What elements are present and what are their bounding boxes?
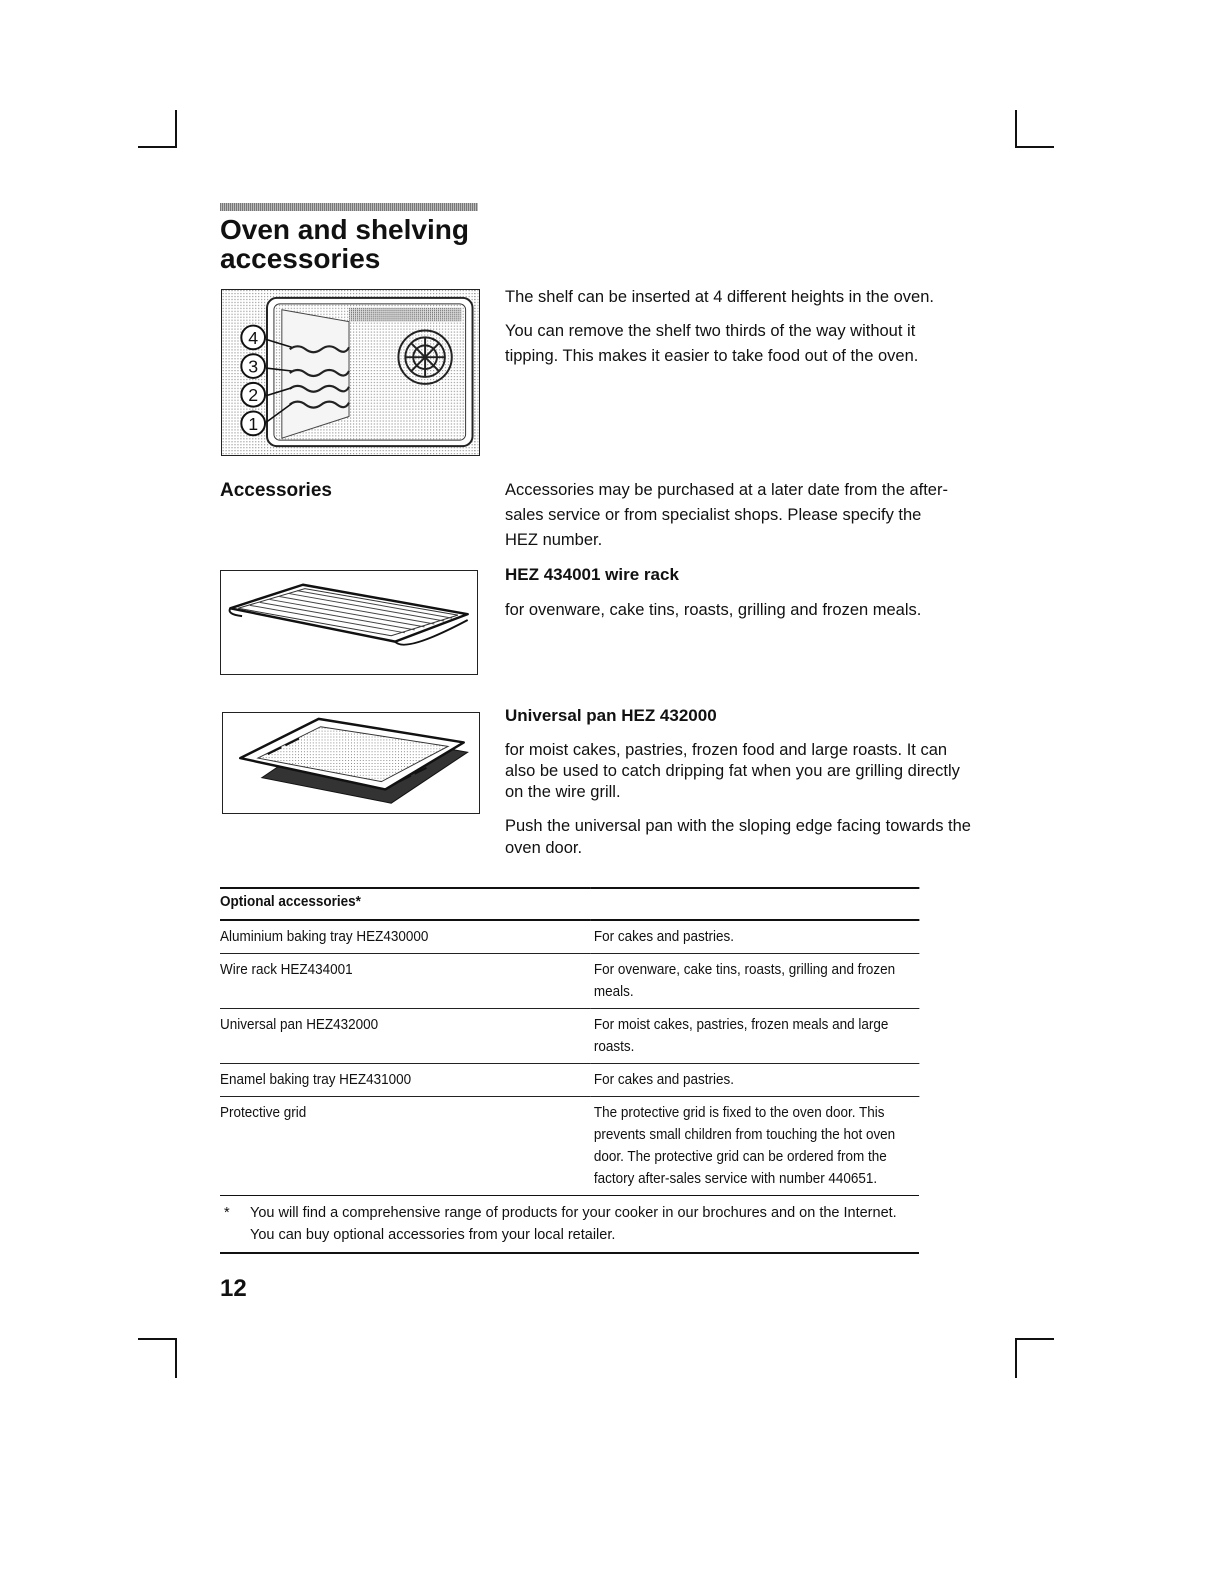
universal-pan-instruction: Push the universal pan with the sloping edge facing towards the oven door. xyxy=(505,817,971,857)
oven-illustration xyxy=(222,290,479,455)
wire-rack-illustration xyxy=(221,571,477,674)
optional-accessories-table xyxy=(220,887,919,1195)
optional-accessories-footnote xyxy=(220,1195,919,1254)
crop-mark-bottom-left-h xyxy=(138,1338,177,1340)
crop-mark-top-right-h xyxy=(1015,146,1054,148)
accessories-heading: Accessories xyxy=(220,480,332,501)
accessory-name: Aluminium baking tray HEZ430000 xyxy=(220,920,590,954)
table-row xyxy=(220,1097,919,1196)
crop-mark-top-left-v xyxy=(175,110,177,148)
accessory-use: For cakes and pastries. xyxy=(590,920,919,954)
wire-rack-title: HEZ 434001 wire rack xyxy=(505,565,679,584)
footnote-text: You will find a comprehensive range of products for your cooker in our brochures and on the Internet. You can buy optional accessories from your local retailer. xyxy=(250,1205,897,1243)
accessory-use: For ovenware, cake tins, roasts, grilling and frozen meals. xyxy=(590,954,919,1009)
universal-pan-illustration xyxy=(223,713,479,813)
shelf-level-label: 2 xyxy=(248,385,259,406)
accessory-name: Universal pan HEZ432000 xyxy=(220,1009,590,1064)
shelf-level-label: 3 xyxy=(248,356,259,377)
section-title-bar xyxy=(220,203,478,211)
crop-mark-top-left-h xyxy=(138,146,177,148)
oven-shelf-levels-figure xyxy=(221,289,480,456)
optional-accessories-header: Optional accessories* xyxy=(220,888,919,920)
crop-mark-bottom-left-v xyxy=(175,1338,177,1378)
table-row xyxy=(220,954,919,1009)
accessory-use: For moist cakes, pastries, frozen meals and large roasts. xyxy=(590,1009,919,1064)
page-number: 12 xyxy=(220,1275,247,1302)
table-row xyxy=(220,920,919,954)
universal-pan-description: for moist cakes, pastries, frozen food and large roasts. It can also be used to catch dripping fat when you are grilling directly on the wire grill. xyxy=(505,741,960,801)
universal-pan-figure xyxy=(222,712,480,814)
shelf-level-label: 1 xyxy=(248,413,259,434)
wire-rack-figure xyxy=(220,570,478,675)
shelf-level-label: 4 xyxy=(248,327,259,348)
accessory-name: Enamel baking tray HEZ431000 xyxy=(220,1064,590,1097)
accessory-use: For cakes and pastries. xyxy=(590,1064,919,1097)
section-title: Oven and shelving accessories xyxy=(220,214,469,274)
crop-mark-bottom-right-h xyxy=(1015,1338,1054,1340)
intro-paragraph-heights: The shelf can be inserted at 4 different heights in the oven. xyxy=(505,288,934,306)
table-row xyxy=(220,1009,919,1064)
accessory-use: The protective grid is fixed to the oven door. This prevents small children from touching the hot oven door. The protective grid can be ordered from the factory after-sales service with number 440651. xyxy=(593,1105,896,1187)
accessory-name: Protective grid xyxy=(220,1105,307,1121)
accessories-intro: Accessories may be purchased at a later date from the after-sales service or from specialist shops. Please specify the HEZ number. xyxy=(505,481,948,549)
footnote-mark: * xyxy=(224,1205,230,1221)
universal-pan-title: Universal pan HEZ 432000 xyxy=(505,706,717,725)
accessory-name: Wire rack HEZ434001 xyxy=(220,954,590,1009)
table-row xyxy=(220,1064,919,1097)
crop-mark-bottom-right-v xyxy=(1015,1338,1017,1378)
intro-paragraph-removal: You can remove the shelf two thirds of the way without it tipping. This makes it easier to take food out of the oven. xyxy=(505,322,919,365)
wire-rack-description: for ovenware, cake tins, roasts, grilling and frozen meals. xyxy=(505,601,922,619)
crop-mark-top-right-v xyxy=(1015,110,1017,148)
